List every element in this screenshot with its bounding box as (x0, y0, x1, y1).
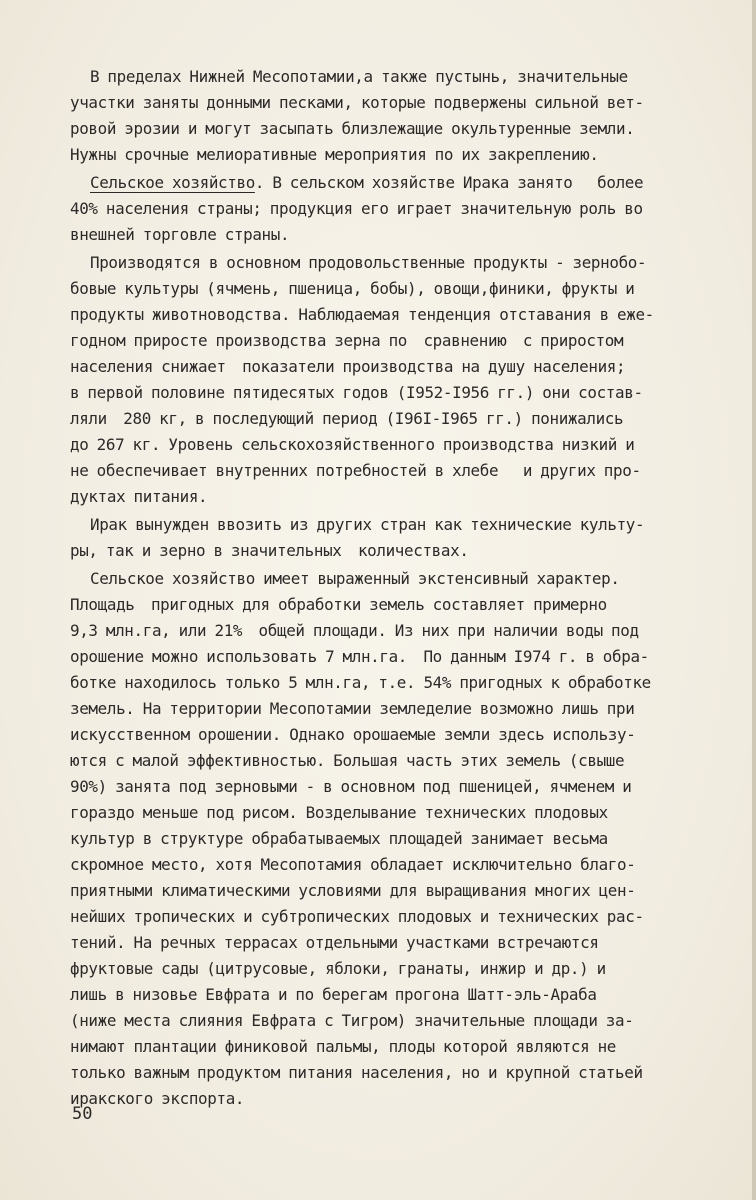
text-line: участки заняты донными песками, которые подвержены сильной вет- (70, 93, 644, 112)
page-edge (752, 0, 756, 1200)
text-line: Нужны срочные мелиоративные мероприятия по их закреплению. (70, 145, 599, 164)
text-line: внешней торговле страны. (70, 225, 290, 244)
text-line: дуктах питания. (70, 487, 208, 506)
paragraph (70, 170, 740, 248)
text-line: культур в структуре обрабатываемых площадей занимает весьма (70, 829, 608, 848)
text-line: ры, так и зерно в значительных количествах. (70, 541, 469, 560)
text-line: до 267 кг. Уровень сельскохозяйственного производства низкий и (70, 435, 635, 454)
text-line: скромное место, хотя Месопотамия обладает исключительно благо- (70, 855, 636, 874)
text-line: 40% населения страны; продукция его играет значительную роль во (70, 199, 643, 218)
text-line: земель. На территории Месопотамии земледелие возможно лишь при (70, 699, 635, 718)
text-line: тений. На речных террасах отдельными участками встречаются (70, 933, 599, 952)
body-text (70, 64, 740, 1112)
text-line: населения снижает показатели производства на душу населения; (70, 357, 626, 376)
section-heading: Сельское хозяйство (90, 173, 255, 192)
paragraph (70, 512, 740, 564)
heading-line-rest: . В сельском хозяйстве Ирака занято более (254, 173, 644, 192)
text-line: иракского экспорта. (70, 1089, 245, 1108)
text-line: Ирак вынужден ввозить из других стран как технические культу- (90, 515, 645, 534)
text-line: только важным продуктом питания населения, но и крупной статьей (70, 1063, 643, 1082)
text-line: ровой эрозии и могут засыпать близлежащие окультуренные земли. (70, 119, 635, 138)
text-line: В пределах Нижней Месопотамии,а также пустынь, значительные (90, 67, 628, 86)
text-line: искусственном орошении. Однако орошаемые земли здесь использу- (70, 725, 636, 744)
text-line: годном приросте производства зерна по сравнению с приростом (70, 331, 624, 350)
text-line: ботке находилось только 5 млн.га, т.е. 54% пригодных к обработке (70, 673, 651, 692)
text-line: ются с малой эффективностью. Большая часть этих земель (свыше (70, 751, 625, 770)
text-line: 9,3 млн.га, или 21% общей площади. Из них при наличии воды под (70, 621, 639, 640)
text-line: бовые культуры (ячмень, пшеница, бобы), овощи,финики, фрукты и (70, 279, 635, 298)
paragraph (70, 64, 740, 168)
text-line: фруктовые сады (цитрусовые, яблоки, гранаты, инжир и др.) и (70, 959, 606, 978)
text-line: в первой половине пятидесятых годов (I952-I956 гг.) они состав- (70, 383, 643, 402)
text-line: лишь в низовье Евфрата и по берегам прогона Шатт-эль-Араба (70, 985, 597, 1004)
text-line: Сельское хозяйство имеет выраженный экстенсивный характер. (90, 569, 620, 588)
text-line: приятными климатическими условиями для выращивания многих цен- (70, 881, 636, 900)
page-number: 50 (72, 1104, 93, 1124)
text-line: (ниже места слияния Евфрата с Тигром) значительные площади за- (70, 1011, 634, 1030)
paragraph (70, 566, 740, 1112)
paragraph (70, 250, 740, 510)
text-line (70, 170, 740, 196)
text-line: гораздо меньше под рисом. Возделывание технических плодовых (70, 803, 608, 822)
text-line: ляли 280 кг, в последующий период (I96I-I965 гг.) понижались (70, 409, 624, 428)
text-line: нейших тропических и субтропических плодовых и технических рас- (70, 907, 644, 926)
text-line: Производятся в основном продовольственные продукты - зернобо- (90, 253, 647, 272)
text-line: нимают плантации финиковой пальмы, плоды которой являются не (70, 1037, 617, 1056)
text-line: Площадь пригодных для обработки земель составляет примерно (70, 595, 607, 614)
text-line: 90%) занята под зерновыми - в основном под пшеницей, ячменем и (70, 777, 632, 796)
text-line: продукты животноводства. Наблюдаемая тенденция отставания в еже- (70, 305, 654, 324)
text-line: орошение можно использовать 7 млн.га. По данным I974 г. в обра- (70, 647, 649, 666)
text-line: не обеспечивает внутренних потребностей в хлебе и других про- (70, 461, 641, 480)
